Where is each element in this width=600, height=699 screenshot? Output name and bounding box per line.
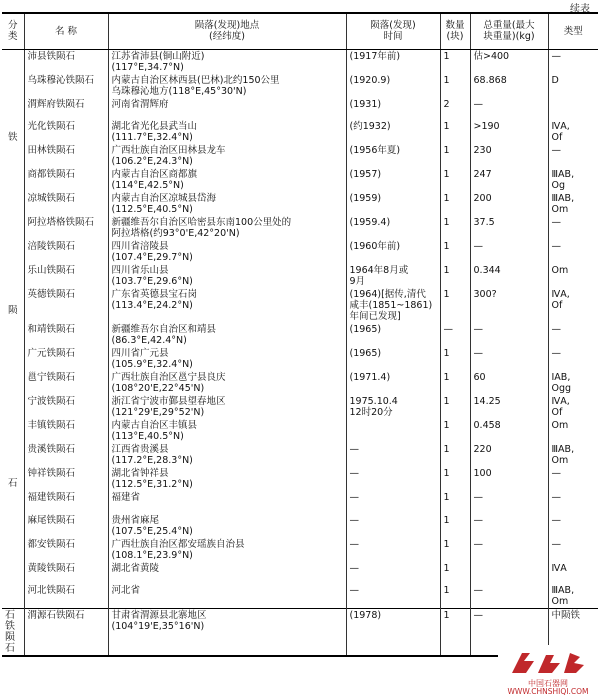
cell-weight: 100 bbox=[470, 467, 548, 491]
cell-name: 乌珠穆沁铁陨石 bbox=[24, 74, 108, 98]
cell-weight: 220 bbox=[470, 443, 548, 467]
table-row bbox=[2, 584, 598, 609]
cell-location: 四川省涪陵县 (107.4°E,29.7°N) bbox=[108, 240, 346, 264]
cell-type: — bbox=[548, 467, 598, 491]
cell-type: ⅢAB, Om bbox=[548, 443, 598, 467]
cell-type: — bbox=[548, 491, 598, 514]
table-row bbox=[2, 467, 598, 491]
cell-name: 凉城铁陨石 bbox=[24, 192, 108, 216]
cell-count: 1 bbox=[440, 443, 470, 467]
cell-time: — bbox=[346, 491, 440, 514]
cell-type: — bbox=[548, 514, 598, 538]
cell-name: 宁波铁陨石 bbox=[24, 395, 108, 419]
cell-location: 浙江省宁波市鄞县望春地区 (121°29'E,29°52'N) bbox=[108, 395, 346, 419]
cell-location: 广东省英德县宝石岗 (113.4°E,24.2°N) bbox=[108, 288, 346, 323]
cell-weight: 0.344 bbox=[470, 264, 548, 288]
category-char: 石 bbox=[7, 478, 18, 490]
cell-type: ⅢAB, Om bbox=[548, 192, 598, 216]
header-time: 陨落(发现) 时间 bbox=[346, 13, 440, 49]
cell-location: 广西壮族自治区都安瑶族自治县 (108.1°E,23.9°N) bbox=[108, 538, 346, 562]
cell-location: 福建省 bbox=[108, 491, 346, 514]
cell-type: Om bbox=[548, 419, 598, 443]
cell-type: — bbox=[548, 347, 598, 371]
cell-count: 1 bbox=[440, 584, 470, 609]
cell-time: 1975.10.4 12时20分 bbox=[346, 395, 440, 419]
cell-location: 内蒙古自治区凉城县岱海 (112.5°E,40.5°N) bbox=[108, 192, 346, 216]
category-char: 铁 bbox=[7, 131, 18, 143]
cell-time bbox=[346, 419, 440, 443]
cell-name: 都安铁陨石 bbox=[24, 538, 108, 562]
cell-count: 1 bbox=[440, 120, 470, 144]
header-location: 陨落(发现)地点 (经纬度) bbox=[108, 13, 346, 49]
cell-time: (1964)[据传,清代 咸丰(1851~1861) 年间已发现] bbox=[346, 288, 440, 323]
cell-location: 新疆维吾尔自治区和靖县 (86.3°E,42.4°N) bbox=[108, 323, 346, 347]
cell-weight: 68.868 bbox=[470, 74, 548, 98]
cell-time: (1959) bbox=[346, 192, 440, 216]
cell-type: 中陨铁 bbox=[548, 609, 598, 657]
header-type: 类型 bbox=[548, 13, 598, 49]
table-row bbox=[2, 288, 598, 323]
table-row bbox=[2, 192, 598, 216]
cell-time: (1956年夏) bbox=[346, 144, 440, 168]
table-row bbox=[2, 240, 598, 264]
table-row bbox=[2, 264, 598, 288]
cell-time: — bbox=[346, 562, 440, 585]
cell-location: 内蒙古自治区商都旗 (114°E,42.5°N) bbox=[108, 168, 346, 192]
cell-location: 新疆维吾尔自治区哈密县东南100公里处的 阿拉塔格(约93°0'E,42°20'N) bbox=[108, 216, 346, 240]
cell-name: 英德铁陨石 bbox=[24, 288, 108, 323]
cell-count: 1 bbox=[440, 288, 470, 323]
table-row bbox=[2, 538, 598, 562]
cell-count: 1 bbox=[440, 514, 470, 538]
cell-count: 2 bbox=[440, 98, 470, 121]
table-row bbox=[2, 98, 598, 121]
cell-type: — bbox=[548, 240, 598, 264]
cell-name: 河北铁陨石 bbox=[24, 584, 108, 609]
cell-type: — bbox=[548, 144, 598, 168]
cell-count: 1 bbox=[440, 538, 470, 562]
cell-type bbox=[548, 98, 598, 121]
cell-location: 内蒙古自治区丰镇县 (113°E,40.5°N) bbox=[108, 419, 346, 443]
header-row bbox=[2, 13, 598, 49]
cell-name: 阿拉塔格铁陨石 bbox=[24, 216, 108, 240]
cell-count: 1 bbox=[440, 371, 470, 395]
table-row bbox=[2, 144, 598, 168]
cell-weight: 估>400 bbox=[470, 49, 548, 74]
cell-time: 1964年8月或 9月 bbox=[346, 264, 440, 288]
cell-name: 商都铁陨石 bbox=[24, 168, 108, 192]
cell-location: 江西省贵溪县 (117.2°E,28.3°N) bbox=[108, 443, 346, 467]
cell-time: (1978) bbox=[346, 609, 440, 657]
cell-time: (1957) bbox=[346, 168, 440, 192]
cell-time: — bbox=[346, 467, 440, 491]
page-note: 续表 bbox=[570, 4, 590, 15]
cell-time: (1917年前) bbox=[346, 49, 440, 74]
header-weight: 总重量(最大 块重量)(kg) bbox=[470, 13, 548, 49]
cell-name: 麻尾铁陨石 bbox=[24, 514, 108, 538]
cell-count: 1 bbox=[440, 264, 470, 288]
site-watermark bbox=[498, 645, 598, 697]
cell-location: 湖北省钟祥县 (112.5°E,31.2°N) bbox=[108, 467, 346, 491]
cell-time: — bbox=[346, 443, 440, 467]
table-row bbox=[2, 216, 598, 240]
cell-location: 江苏省沛县(铜山附近) (117°E,34.7°N) bbox=[108, 49, 346, 74]
cell-type: ⅣA bbox=[548, 562, 598, 585]
meteorite-table bbox=[2, 12, 598, 657]
cell-name: 田林铁陨石 bbox=[24, 144, 108, 168]
table-row bbox=[2, 419, 598, 443]
cell-location: 湖北省光化县武当山 (111.7°E,32.4°N) bbox=[108, 120, 346, 144]
category-cell-iron bbox=[2, 49, 24, 609]
category-char: 陨 bbox=[7, 304, 18, 316]
table-row bbox=[2, 443, 598, 467]
cell-type: ⅣA, Of bbox=[548, 288, 598, 323]
cell-time: — bbox=[346, 538, 440, 562]
cell-name: 渭源石铁陨石 bbox=[24, 609, 108, 657]
cell-location: 四川省广元县 (105.9°E,32.4°N) bbox=[108, 347, 346, 371]
cell-weight: — bbox=[470, 584, 548, 609]
table-row bbox=[2, 347, 598, 371]
watermark-site-name: 中国石器网 bbox=[528, 679, 568, 688]
cell-count: 1 bbox=[440, 419, 470, 443]
table-row bbox=[2, 168, 598, 192]
table-row bbox=[2, 323, 598, 347]
cell-time: (1920.9) bbox=[346, 74, 440, 98]
table-row bbox=[2, 395, 598, 419]
header-category: 分类 bbox=[2, 13, 24, 49]
cell-weight: 300? bbox=[470, 288, 548, 323]
cell-location: 甘肃省渭源县北寨地区 (104°19'E,35°16'N) bbox=[108, 609, 346, 657]
cell-name: 沛县铁陨石 bbox=[24, 49, 108, 74]
table-row bbox=[2, 514, 598, 538]
cell-type: ⅢAB, Og bbox=[548, 168, 598, 192]
cell-location: 贵州省麻尾 (107.5°E,25.4°N) bbox=[108, 514, 346, 538]
cell-location: 湖北省黄陵 bbox=[108, 562, 346, 585]
cell-time: (1931) bbox=[346, 98, 440, 121]
cell-type: — bbox=[548, 216, 598, 240]
cell-name: 渭辉府铁陨石 bbox=[24, 98, 108, 121]
cell-weight: 200 bbox=[470, 192, 548, 216]
cell-name: 钟祥铁陨石 bbox=[24, 467, 108, 491]
cell-time: (1971.4) bbox=[346, 371, 440, 395]
cell-count: 1 bbox=[440, 347, 470, 371]
cell-count: — bbox=[440, 323, 470, 347]
table-row bbox=[2, 120, 598, 144]
cell-weight: 37.5 bbox=[470, 216, 548, 240]
cell-weight: 14.25 bbox=[470, 395, 548, 419]
cell-time: (1965) bbox=[346, 347, 440, 371]
cell-type: Om bbox=[548, 264, 598, 288]
cell-time: (1965) bbox=[346, 323, 440, 347]
cell-weight: — bbox=[470, 514, 548, 538]
cell-weight: 230 bbox=[470, 144, 548, 168]
cell-location: 内蒙古自治区林西县(巴林)北约150公里 乌珠穆沁地方(118°E,45°30'N) bbox=[108, 74, 346, 98]
cell-location: 广西壮族自治区邕宁县良庆 (108°20'E,22°45'N) bbox=[108, 371, 346, 395]
cell-count: 1 bbox=[440, 562, 470, 585]
cell-weight: — bbox=[470, 98, 548, 121]
cell-count: 1 bbox=[440, 240, 470, 264]
cell-weight: — bbox=[470, 240, 548, 264]
cell-count: 1 bbox=[440, 192, 470, 216]
header-count: 数量 (块) bbox=[440, 13, 470, 49]
cell-weight: >190 bbox=[470, 120, 548, 144]
cell-type: — bbox=[548, 323, 598, 347]
cell-type: ⅣA, Of bbox=[548, 120, 598, 144]
cell-name: 黄陵铁陨石 bbox=[24, 562, 108, 585]
cell-time: (1960年前) bbox=[346, 240, 440, 264]
cell-time: — bbox=[346, 584, 440, 609]
cell-name: 丰镇铁陨石 bbox=[24, 419, 108, 443]
cell-weight: — bbox=[470, 323, 548, 347]
cell-name: 光化铁陨石 bbox=[24, 120, 108, 144]
cell-type: ⅢAB, Om bbox=[548, 584, 598, 609]
cell-weight: 60 bbox=[470, 371, 548, 395]
cell-weight: 247 bbox=[470, 168, 548, 192]
cell-type: IAB, Ogg bbox=[548, 371, 598, 395]
cell-count: 1 bbox=[440, 395, 470, 419]
cell-name: 贵溪铁陨石 bbox=[24, 443, 108, 467]
cell-count: 1 bbox=[440, 216, 470, 240]
cell-name: 邕宁铁陨石 bbox=[24, 371, 108, 395]
cell-weight: — bbox=[470, 609, 548, 657]
cell-count: 1 bbox=[440, 467, 470, 491]
cell-type: ⅣA, Of bbox=[548, 395, 598, 419]
site-logo-icon bbox=[504, 647, 592, 679]
table-row bbox=[2, 371, 598, 395]
cell-location: 河南省渭辉府 bbox=[108, 98, 346, 121]
cell-name: 涪陵铁陨石 bbox=[24, 240, 108, 264]
cell-location: 四川省乐山县 (103.7°E,29.6°N) bbox=[108, 264, 346, 288]
cell-count: 1 bbox=[440, 49, 470, 74]
cell-count: 1 bbox=[440, 144, 470, 168]
cell-count: 1 bbox=[440, 491, 470, 514]
cell-location: 河北省 bbox=[108, 584, 346, 609]
cell-time: (1959.4) bbox=[346, 216, 440, 240]
cell-count: 1 bbox=[440, 74, 470, 98]
table-row bbox=[2, 49, 598, 74]
cell-type: — bbox=[548, 49, 598, 74]
cell-weight: — bbox=[470, 538, 548, 562]
cell-weight: — bbox=[470, 491, 548, 514]
cell-time: (约1932) bbox=[346, 120, 440, 144]
table-body bbox=[2, 49, 598, 656]
cell-name: 福建铁陨石 bbox=[24, 491, 108, 514]
table-row bbox=[2, 491, 598, 514]
cell-time: — bbox=[346, 514, 440, 538]
table-row bbox=[2, 74, 598, 98]
table-row bbox=[2, 562, 598, 585]
cell-count: 1 bbox=[440, 168, 470, 192]
cell-count: 1 bbox=[440, 609, 470, 657]
cell-name: 和靖铁陨石 bbox=[24, 323, 108, 347]
cell-type: — bbox=[548, 538, 598, 562]
cell-name: 广元铁陨石 bbox=[24, 347, 108, 371]
category-cell-stony-iron: 石铁 陨石 bbox=[2, 609, 24, 657]
cell-weight: 0.458 bbox=[470, 419, 548, 443]
cell-name: 乐山铁陨石 bbox=[24, 264, 108, 288]
cell-type: D bbox=[548, 74, 598, 98]
watermark-site-url: WWW.CHNSHIQI.COM bbox=[507, 687, 589, 696]
cell-weight: — bbox=[470, 347, 548, 371]
cell-location: 广西壮族自治区田林县龙车 (106.2°E,24.3°N) bbox=[108, 144, 346, 168]
cell-weight bbox=[470, 562, 548, 585]
header-name: 名 称 bbox=[24, 13, 108, 49]
